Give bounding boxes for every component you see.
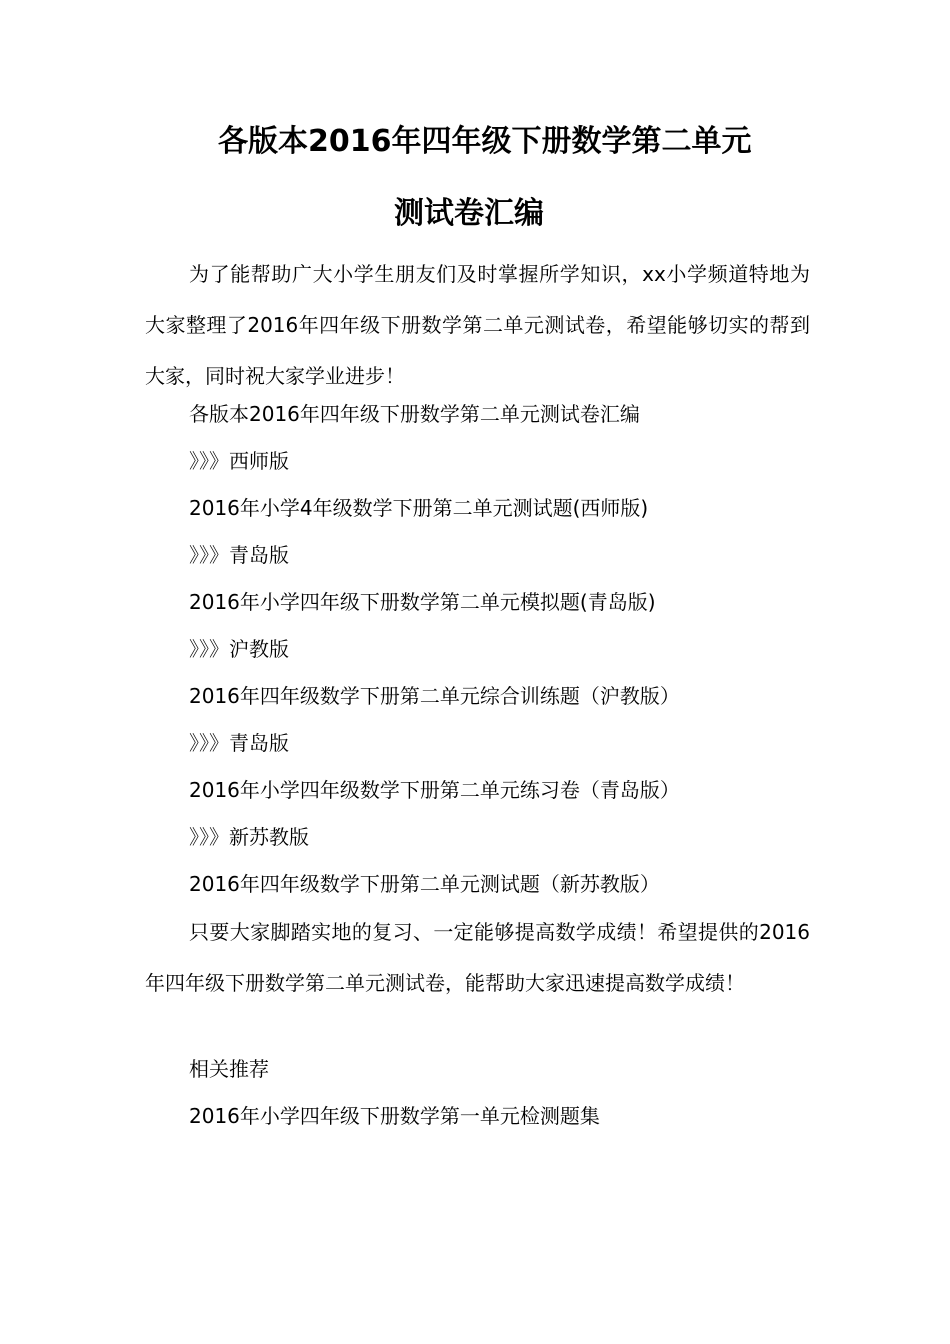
- test-link-xinsujiao[interactable]: 2016年四年级数学下册第二单元测试题（新苏教版）: [189, 872, 660, 896]
- version-heading-qingdao: 》》》青岛版: [189, 543, 289, 567]
- related-heading: 相关推荐: [189, 1057, 269, 1081]
- version-heading-xishi: 》》》西师版: [189, 449, 289, 473]
- collection-heading: 各版本2016年四年级下册数学第二单元测试卷汇编: [189, 402, 640, 426]
- document-title-line-1: 各版本2016年四年级下册数学第二单元: [218, 124, 752, 159]
- version-heading-qingdao-2: 》》》青岛版: [189, 731, 289, 755]
- test-link-hujiao[interactable]: 2016年四年级数学下册第二单元综合训练题（沪教版）: [189, 684, 680, 708]
- version-heading-hujiao: 》》》沪教版: [189, 637, 289, 661]
- test-link-xishi[interactable]: 2016年小学4年级数学下册第二单元测试题(西师版): [189, 496, 649, 520]
- test-link-qingdao-practice[interactable]: 2016年小学四年级数学下册第二单元练习卷（青岛版）: [189, 778, 680, 802]
- test-link-qingdao-mock[interactable]: 2016年小学四年级下册数学第二单元模拟题(青岛版): [189, 590, 656, 614]
- related-link[interactable]: 2016年小学四年级下册数学第一单元检测题集: [189, 1104, 600, 1128]
- version-heading-xinsujiao: 》》》新苏教版: [189, 825, 309, 849]
- document-title-line-2: 测试卷汇编: [394, 196, 544, 231]
- intro-paragraph: 为了能帮助广大小学生朋友们及时掌握所学知识，xx小学频道特地为大家整理了2016年四年级下册数学第二单元测试卷，希望能够切实的帮到大家，同时祝大家学业进步！: [145, 262, 810, 388]
- closing-paragraph: 只要大家脚踏实地的复习、一定能够提高数学成绩！希望提供的2016年四年级下册数学第二单元测试卷，能帮助大家迅速提高数学成绩！: [145, 920, 810, 995]
